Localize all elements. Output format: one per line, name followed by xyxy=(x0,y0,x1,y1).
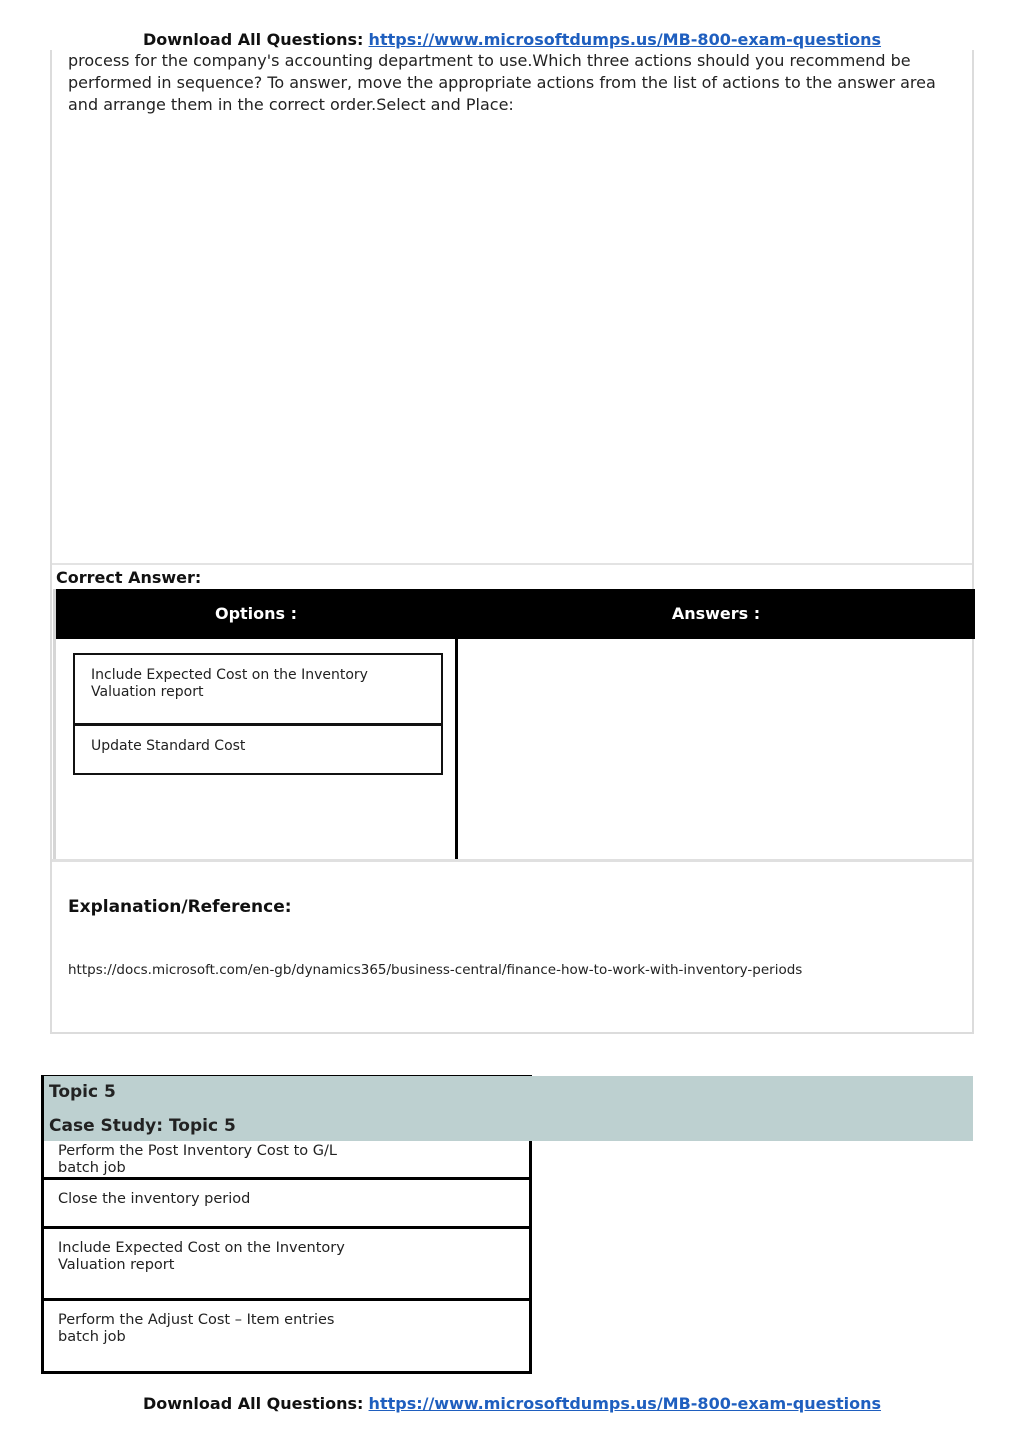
correct-answer-label: Correct Answer: xyxy=(56,568,202,587)
divider xyxy=(41,1298,532,1301)
topic-title: Topic 5 xyxy=(49,1082,116,1102)
download-link[interactable]: https://www.microsoftdumps.us/MB-800-exam-questions xyxy=(368,1394,882,1413)
drag-drop-table xyxy=(53,589,972,859)
divider xyxy=(52,563,972,565)
option-item[interactable]: Update Standard Cost xyxy=(73,724,443,775)
divider xyxy=(52,859,972,862)
divider xyxy=(41,1075,532,1076)
download-banner-bottom xyxy=(0,1394,1024,1413)
divider xyxy=(41,1226,532,1229)
list-item[interactable]: Close the inventory period xyxy=(58,1191,251,1207)
explanation-title: Explanation/Reference: xyxy=(68,897,292,917)
table-header xyxy=(56,589,975,639)
list-item[interactable]: Include Expected Cost on the Inventory Valuation report xyxy=(58,1240,345,1273)
option-item[interactable]: Include Expected Cost on the Inventory Valuation report xyxy=(73,653,443,725)
question-box xyxy=(50,50,974,1034)
column-divider xyxy=(455,589,458,859)
download-banner-top xyxy=(0,30,1024,49)
download-link[interactable]: https://www.microsoftdumps.us/MB-800-exam-questions xyxy=(368,30,882,49)
case-study-title: Case Study: Topic 5 xyxy=(49,1116,236,1136)
list-item[interactable]: Perform the Post Inventory Cost to G/L batch job xyxy=(58,1143,337,1176)
divider xyxy=(41,1177,532,1180)
download-label: Download All Questions: xyxy=(142,30,364,49)
list-item[interactable]: Perform the Adjust Cost – Item entries batch job xyxy=(58,1312,335,1345)
download-label: Download All Questions: xyxy=(142,1394,364,1413)
reference-link[interactable]: https://docs.microsoft.com/en-gb/dynamics365/business-central/finance-how-to-work-with-inventory-periods xyxy=(68,962,803,978)
options-header: Options : xyxy=(214,604,298,623)
answers-header: Answers : xyxy=(671,604,761,623)
question-text: process for the company's accounting department to use.Which three actions should you recommend be performed in sequence? To answer, move the appropriate actions from the list of actions to the answer area and arrange them in the correct order.Select and Place: xyxy=(68,51,936,114)
